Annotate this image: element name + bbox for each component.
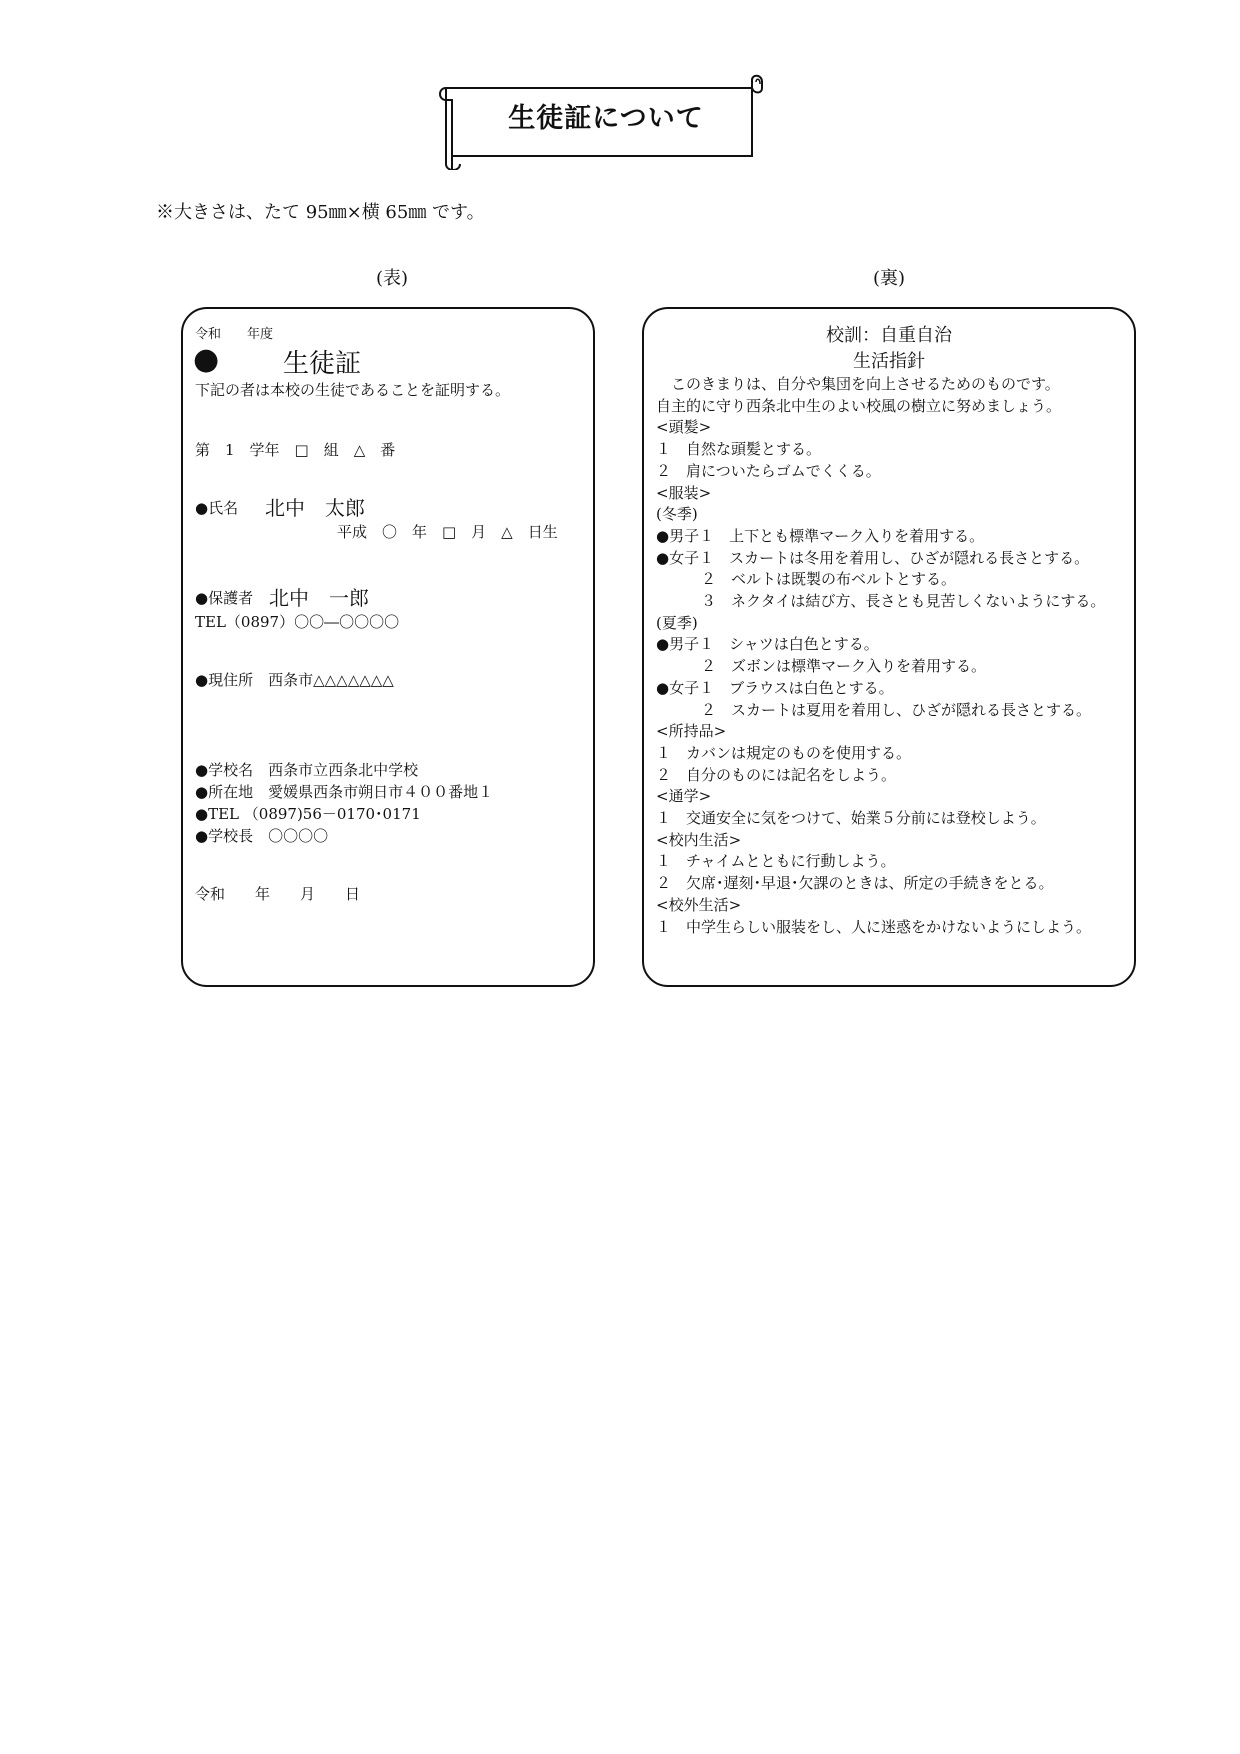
guideline-line: ●女子１ スカートは冬用を着用し、ひざが隠れる長さとする。 xyxy=(656,548,1090,567)
guideline-line: ●男子１ 上下とも標準マーク入りを着用する。 xyxy=(656,526,985,545)
school-motto: 校訓：自重自治 xyxy=(826,325,952,346)
guideline-line: <頭髪> xyxy=(656,418,712,437)
issue-date: 令和 年 月 日 xyxy=(195,885,361,903)
name-label: ●氏名 xyxy=(195,499,239,517)
guideline-line: このきまりは、自分や集団を向上させるためのものです。 xyxy=(656,375,1060,393)
guideline-line: ●男子１ シャツは白色とする。 xyxy=(656,635,879,654)
certify-text: 下記の者は本校の生徒であることを証明する。 xyxy=(195,381,511,399)
size-note: ※大きさは、たて 95㎜×横 65㎜ です。 xyxy=(156,202,485,223)
card-back xyxy=(642,307,1136,987)
guideline-line: １ 自然な頭髪とする。 xyxy=(656,440,822,459)
life-guidelines-heading: 生活指針 xyxy=(853,351,925,372)
school-tel: ●TEL （0897)56－0170･0171 xyxy=(195,805,421,823)
page-title: 生徒証について xyxy=(508,103,704,134)
card-front xyxy=(181,307,595,987)
guideline-line: <通学> xyxy=(656,787,712,806)
guideline-line: ２ ズボンは標準マーク入りを着用する。 xyxy=(656,657,987,676)
school-address: ●所在地 愛媛県西条市朔日市４００番地１ xyxy=(195,783,494,801)
guideline-line: <所持品> xyxy=(656,722,727,741)
guideline-line: ２ 欠席･遅刻･早退･欠課のときは、所定の手続きをとる。 xyxy=(656,874,1054,893)
title-banner xyxy=(436,74,766,170)
era-year: 令和 年度 xyxy=(195,327,274,342)
grade-class: 第 1 学年 □ 組 △ 番 xyxy=(195,441,396,459)
guideline-line: １ カバンは規定のものを使用する。 xyxy=(656,743,912,762)
student-name: 北中 太郎 xyxy=(265,496,365,520)
guideline-line: ２ ベルトは既製の布ベルトとする。 xyxy=(656,570,957,589)
card-title: 生徒証 xyxy=(283,349,362,379)
back-label: (裏) xyxy=(873,268,906,289)
guideline-line: (夏季) xyxy=(656,613,698,632)
guideline-line: ２ 自分のものには記名をしよう。 xyxy=(656,765,897,784)
guideline-line: ●女子１ ブラウスは白色とする。 xyxy=(656,678,894,697)
guardian-tel: TEL（0897）〇〇―〇〇〇〇 xyxy=(195,613,400,631)
guideline-line: 自主的に守り西条北中生のよい校風の樹立に努めましょう。 xyxy=(656,396,1062,415)
school-name: ●学校名 西条市立西条北中学校 xyxy=(195,761,419,779)
guideline-line: ２ 肩についたらゴムでくくる。 xyxy=(656,461,881,480)
guideline-line: １ チャイムとともに行動しよう。 xyxy=(656,852,896,871)
guardian-name: 北中 一郎 xyxy=(269,586,369,610)
guideline-line: <校外生活> xyxy=(656,895,742,914)
birthdate: 平成 〇 年 □ 月 △ 日生 xyxy=(337,523,558,541)
guideline-line: (冬季) xyxy=(656,505,698,524)
guideline-line: ３ ネクタイは結び方、長さとも見苦しくないようにする。 xyxy=(656,592,1106,610)
front-label: (表) xyxy=(376,268,409,289)
guardian-label: ●保護者 xyxy=(195,589,254,607)
guideline-line: １ 交通安全に気をつけて、始業５分前には登校しよう。 xyxy=(656,809,1046,827)
photo-dot: ● xyxy=(193,342,220,377)
guideline-line: <服装> xyxy=(656,483,712,502)
principal: ●学校長 〇〇〇〇 xyxy=(195,827,329,845)
home-address: ●現住所 西条市△△△△△△△ xyxy=(195,671,394,689)
guideline-line: １ 中学生らしい服装をし、人に迷惑をかけないようにしよう。 xyxy=(656,917,1092,936)
guideline-line: ２ スカートは夏用を着用し、ひざが隠れる長さとする。 xyxy=(656,700,1092,719)
guideline-line: <校内生活> xyxy=(656,830,742,849)
